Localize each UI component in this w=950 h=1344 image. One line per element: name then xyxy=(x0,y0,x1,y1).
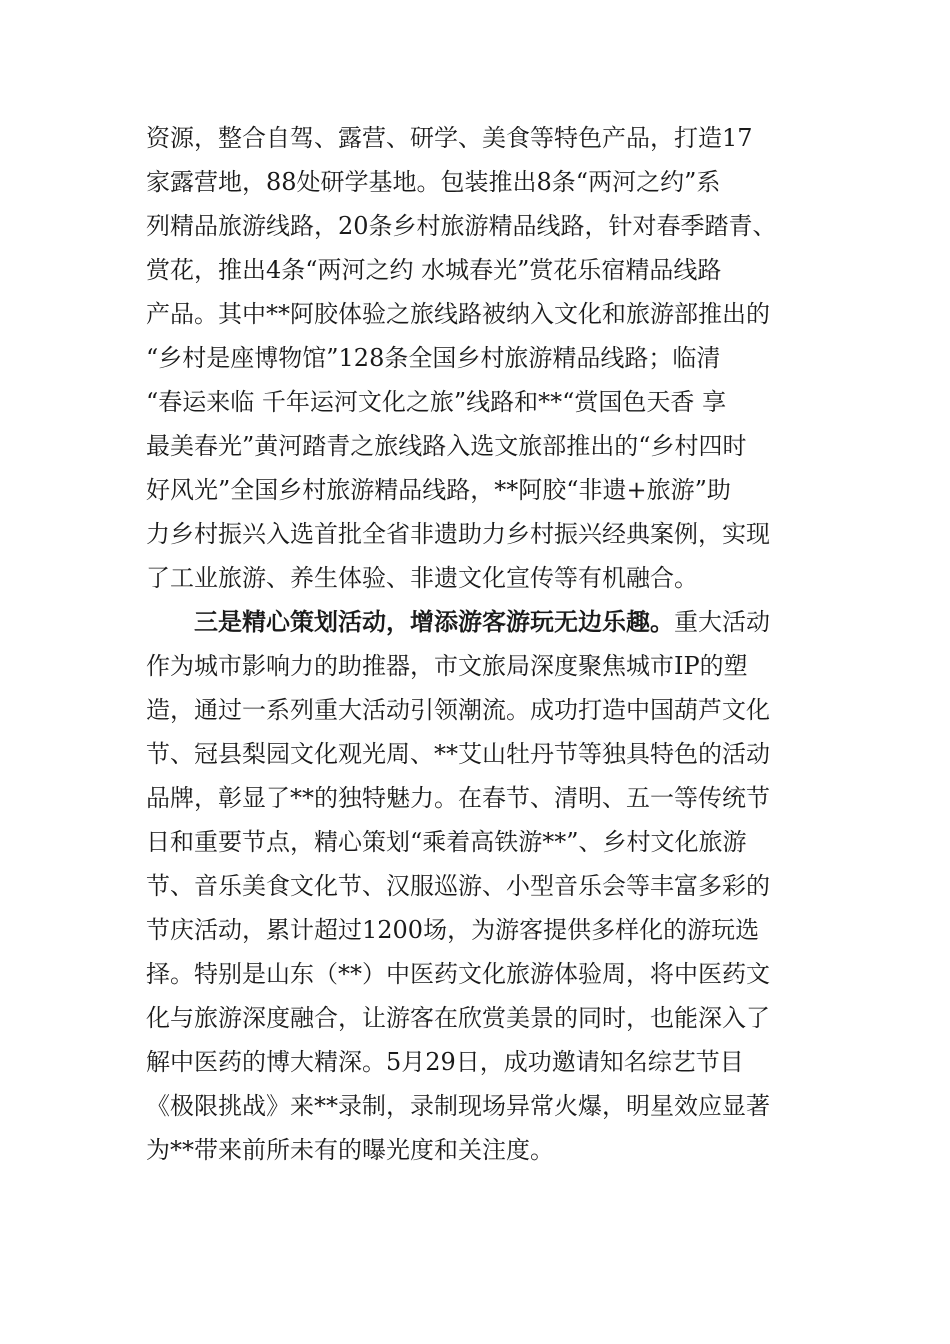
document-body xyxy=(146,116,812,1172)
text-line: 择。特别是山东（**）中医药文化旅游体验周，将中医药文 xyxy=(146,960,770,988)
text-line: 日和重要节点，精心策划“乘着高铁游**”、乡村文化旅游 xyxy=(146,828,747,856)
paragraph-2 xyxy=(146,600,812,1172)
text-line: 资源，整合自驾、露营、研学、美食等特色产品，打造17 xyxy=(146,124,753,152)
text-line: 家露营地，88处研学基地。包装推出8条“两河之约”系 xyxy=(146,168,721,196)
paragraph-2-first-line xyxy=(146,600,812,644)
text-line: 化与旅游深度融合，让游客在欣赏美景的同时，也能深入了 xyxy=(146,1004,770,1032)
text-line: 产品。其中**阿胶体验之旅线路被纳入文化和旅游部推出的 xyxy=(146,300,770,328)
text-line: 赏花，推出4条“两河之约 水城春光”赏花乐宿精品线路 xyxy=(146,256,722,284)
text-line: 好风光”全国乡村旅游精品线路，**阿胶“非遗+旅游”助 xyxy=(146,476,731,504)
text-line: 《极限挑战》来**录制，录制现场异常火爆，明星效应显著 xyxy=(146,1092,770,1120)
text-line: 了工业旅游、养生体验、非遗文化宣传等有机融合。 xyxy=(146,564,698,592)
text-line: 列精品旅游线路，20条乡村旅游精品线路，针对春季踏青、 xyxy=(146,212,777,240)
text-line: 力乡村振兴入选首批全省非遗助力乡村振兴经典案例，实现 xyxy=(146,520,770,548)
text-line: 作为城市影响力的助推器，市文旅局深度聚焦城市IP的塑 xyxy=(146,652,748,680)
section-heading: 三是精心策划活动，增添游客游玩无边乐趣。 xyxy=(194,607,674,636)
text-line: 节、音乐美食文化节、汉服巡游、小型音乐会等丰富多彩的 xyxy=(146,872,770,900)
text-line: 最美春光”黄河踏青之旅线路入选文旅部推出的“乡村四时 xyxy=(146,432,747,460)
text-line: “春运来临 千年运河文化之旅”线路和**“赏国色天香 享 xyxy=(146,388,727,416)
text-line: 解中医药的博大精深。5月29日，成功邀请知名综艺节目 xyxy=(146,1048,744,1076)
text-line: 为**带来前所未有的曝光度和关注度。 xyxy=(146,1136,554,1164)
text-line: “乡村是座博物馆”128条全国乡村旅游精品线路；临清 xyxy=(146,344,721,372)
text-line: 品牌，彰显了**的独特魅力。在春节、清明、五一等传统节 xyxy=(146,784,770,812)
text-line: 造，通过一系列重大活动引领潮流。成功打造中国葫芦文化 xyxy=(146,696,770,724)
paragraph-1 xyxy=(146,116,812,600)
text-run: 重大活动 xyxy=(674,608,770,636)
text-line: 节庆活动，累计超过1200场，为游客提供多样化的游玩选 xyxy=(146,916,760,944)
text-line: 节、冠县梨园文化观光周、**艾山牡丹节等独具特色的活动 xyxy=(146,740,770,768)
